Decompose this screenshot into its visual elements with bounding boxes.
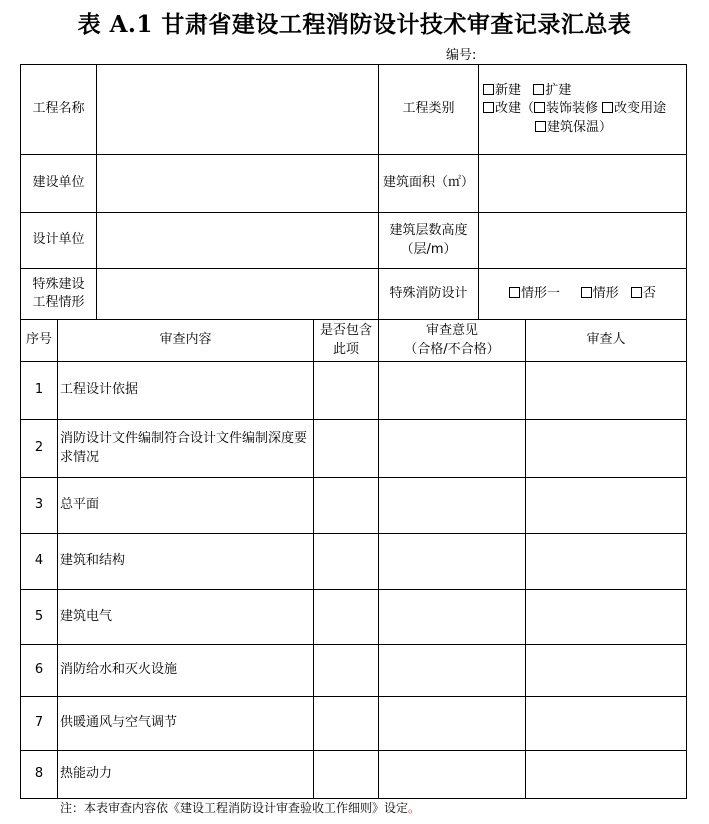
footnote: 注：本表审查内容依《建设工程消防设计审查验收工作细则》设定。	[60, 801, 421, 815]
option-insulation[interactable]: 建筑保温）	[535, 120, 612, 135]
row-reviewer-cell[interactable]	[526, 362, 687, 420]
row-seq: 3	[21, 478, 58, 534]
checkbox-icon	[535, 121, 546, 132]
project-type-options	[479, 65, 687, 155]
serial-number-label: 编号:	[446, 48, 477, 63]
checkbox-icon	[533, 84, 544, 95]
project-name-value[interactable]	[97, 65, 379, 155]
row-included-cell[interactable]	[314, 751, 379, 799]
special-value[interactable]	[97, 269, 379, 320]
row-included-cell[interactable]	[314, 697, 379, 751]
row-content: 建筑电气	[58, 590, 314, 645]
row-seq: 4	[21, 534, 58, 590]
option-case2[interactable]: 情形	[581, 286, 619, 301]
row-content: 热能动力	[58, 751, 314, 799]
row-content: 消防设计文件编制符合设计文件编制深度要求情况	[58, 420, 314, 478]
row-opinion-cell[interactable]	[379, 362, 526, 420]
header-content: 审查内容	[58, 320, 314, 362]
row-content: 供暖通风与空气调节	[58, 697, 314, 751]
row-opinion-cell[interactable]	[379, 534, 526, 590]
checkbox-icon	[602, 102, 613, 113]
table-row	[21, 697, 687, 751]
row-reviewer-cell[interactable]	[526, 590, 687, 645]
row-reviewer-cell[interactable]	[526, 534, 687, 590]
row-reviewer-cell[interactable]	[526, 478, 687, 534]
floors-label: 建筑层数高度 （层/m）	[379, 213, 479, 269]
builder-row	[21, 155, 687, 213]
checkbox-icon	[483, 102, 494, 113]
checkbox-icon	[581, 287, 592, 298]
row-included-cell[interactable]	[314, 590, 379, 645]
row-seq: 2	[21, 420, 58, 478]
checkbox-icon	[534, 102, 545, 113]
row-opinion-cell[interactable]	[379, 590, 526, 645]
special-fire-options	[479, 269, 687, 320]
page-title: 表 A.1 甘肃省建设工程消防设计技术审查记录汇总表	[77, 11, 632, 38]
option-decoration[interactable]: 装饰装修	[534, 101, 598, 116]
row-reviewer-cell[interactable]	[526, 697, 687, 751]
row-reviewer-cell[interactable]	[526, 751, 687, 799]
row-opinion-cell[interactable]	[379, 420, 526, 478]
header-seq: 序号	[21, 320, 58, 362]
header-opinion: 审查意见 （合格/不合格）	[379, 320, 526, 362]
project-name-row	[21, 65, 687, 155]
option-new[interactable]: 新建	[483, 83, 521, 98]
option-rebuild[interactable]: 改建（	[483, 101, 534, 116]
row-seq: 1	[21, 362, 58, 420]
row-content: 建筑和结构	[58, 534, 314, 590]
row-seq: 7	[21, 697, 58, 751]
table-row	[21, 420, 687, 478]
special-label: 特殊建设工程情形	[21, 269, 97, 320]
special-row	[21, 269, 687, 320]
row-included-cell[interactable]	[314, 478, 379, 534]
row-included-cell[interactable]	[314, 645, 379, 697]
table-row	[21, 590, 687, 645]
header-included: 是否包含此项	[314, 320, 379, 362]
table-row	[21, 362, 687, 420]
row-included-cell[interactable]	[314, 420, 379, 478]
area-value[interactable]	[479, 155, 687, 213]
table-row	[21, 751, 687, 799]
project-name-label: 工程名称	[21, 65, 97, 155]
row-opinion-cell[interactable]	[379, 478, 526, 534]
row-content: 消防给水和灭火设施	[58, 645, 314, 697]
table-row	[21, 645, 687, 697]
designer-label: 设计单位	[21, 213, 97, 269]
row-opinion-cell[interactable]	[379, 697, 526, 751]
header-row	[21, 320, 687, 362]
row-opinion-cell[interactable]	[379, 645, 526, 697]
checkbox-icon	[631, 287, 642, 298]
row-included-cell[interactable]	[314, 362, 379, 420]
row-opinion-cell[interactable]	[379, 751, 526, 799]
checkbox-icon	[483, 84, 494, 95]
designer-value[interactable]	[97, 213, 379, 269]
row-seq: 6	[21, 645, 58, 697]
table-row	[21, 478, 687, 534]
floors-value[interactable]	[479, 213, 687, 269]
row-reviewer-cell[interactable]	[526, 645, 687, 697]
row-content: 总平面	[58, 478, 314, 534]
builder-value[interactable]	[97, 155, 379, 213]
review-record-table	[20, 64, 687, 799]
option-change-use[interactable]: 改变用途	[602, 101, 666, 116]
checkbox-icon	[509, 287, 520, 298]
header-reviewer: 审查人	[526, 320, 687, 362]
option-no[interactable]: 否	[631, 286, 656, 301]
row-seq: 5	[21, 590, 58, 645]
option-expand[interactable]: 扩建	[533, 83, 571, 98]
special-fire-label: 特殊消防设计	[379, 269, 479, 320]
area-label: 建筑面积（㎡）	[379, 155, 479, 213]
row-seq: 8	[21, 751, 58, 799]
row-included-cell[interactable]	[314, 534, 379, 590]
row-reviewer-cell[interactable]	[526, 420, 687, 478]
option-case1[interactable]: 情形一	[509, 286, 560, 301]
builder-label: 建设单位	[21, 155, 97, 213]
table-row	[21, 534, 687, 590]
designer-row	[21, 213, 687, 269]
row-content: 工程设计依据	[58, 362, 314, 420]
project-type-label: 工程类别	[379, 65, 479, 155]
